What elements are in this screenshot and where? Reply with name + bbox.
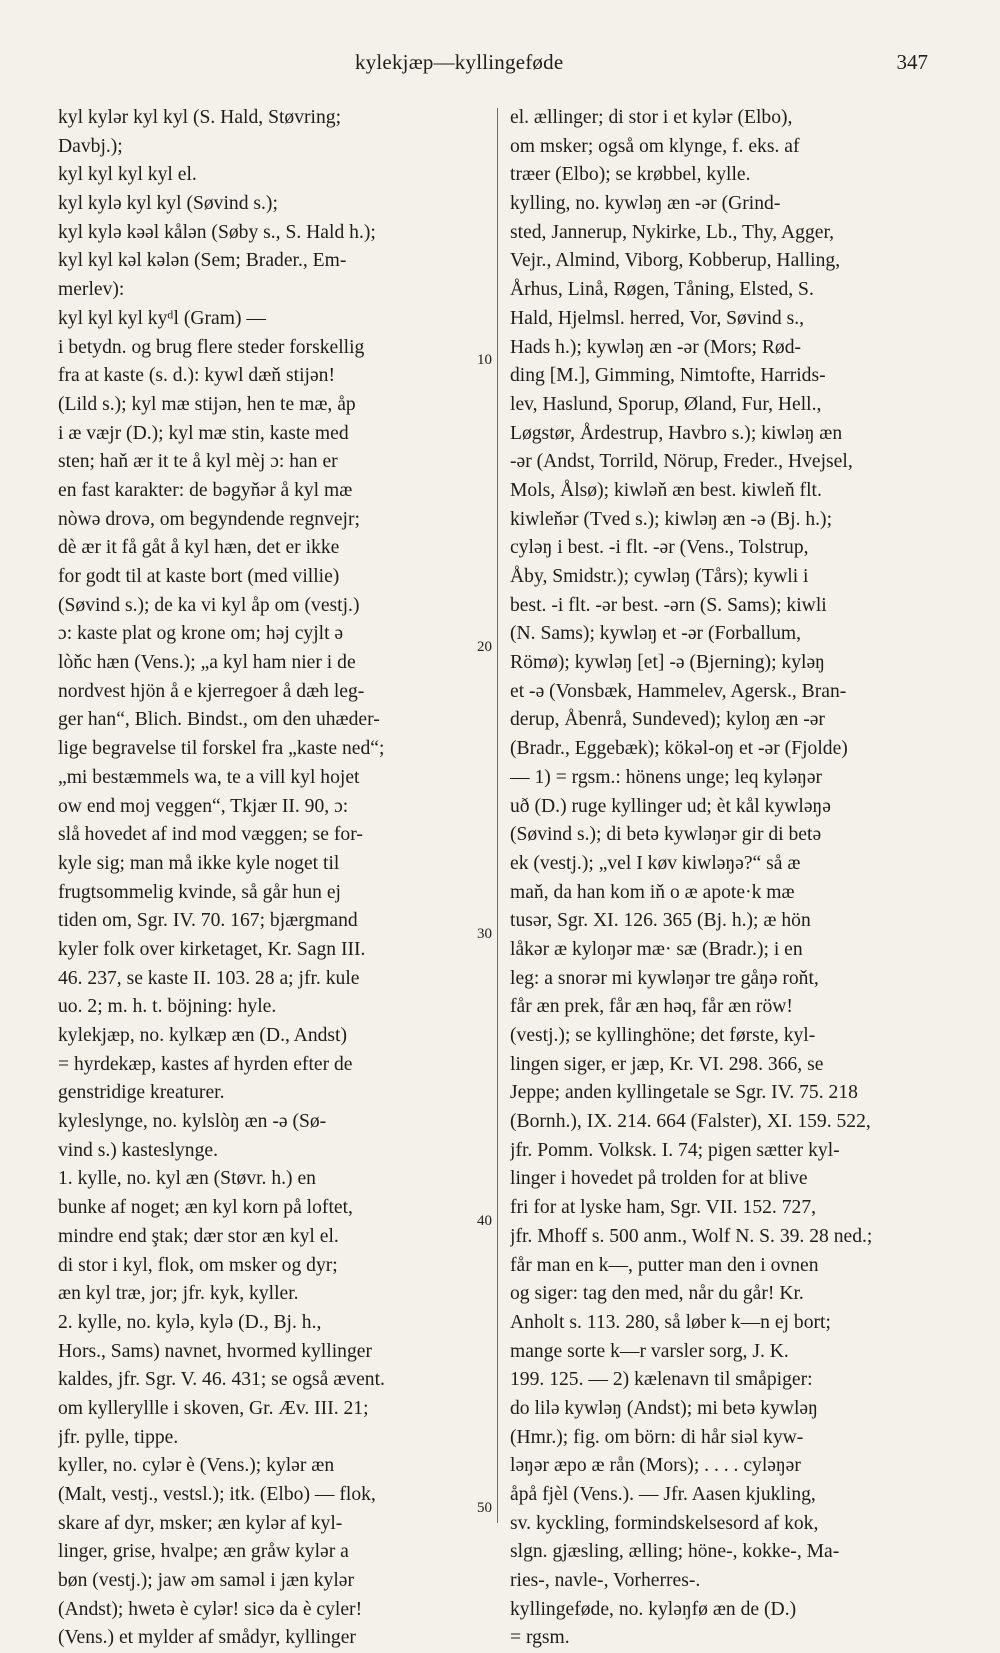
text-line: kylling, no. kywləŋ æn -ər (Grind-: [510, 193, 781, 215]
text-line: fri for at lyske ham, Sgr. VII. 152. 727,: [510, 1197, 817, 1219]
text-line: fra at kaste (s. d.): kywl dæň stijən!: [58, 365, 335, 387]
text-line: en fast karakter: de bəgyňər å kyl mæ: [58, 479, 353, 501]
text-line: „mi bestæmmels wa, te a vill kyl hojet: [58, 766, 360, 788]
text-line: kyle sig; man må ikke kyle noget til: [58, 852, 340, 874]
text-line: best. -i flt. -ər best. -ərn (S. Sams); kiwli: [510, 594, 827, 616]
text-line: (Andst); hwetə è cylər! sicə da è cyler!: [58, 1598, 363, 1620]
text-line: tusər, Sgr. XI. 126. 365 (Bj. h.); æ hön: [510, 910, 811, 932]
text-line: — 1) = rgsm.: hönens unge; leq kyləŋər: [510, 766, 823, 788]
text-line: (vestj.); se kyllinghöne; det første, kyl-: [510, 1025, 816, 1046]
text-line: æn kyl træ, jor; jfr. kyk, kyller.: [58, 1283, 299, 1305]
text-line: cyləŋ i best. -i flt. -ər (Vens., Tolstrup,: [510, 537, 809, 559]
text-line: lige begravelse til forskel fra „kaste ned“;: [58, 738, 385, 760]
line-number-50: 50: [477, 1500, 492, 1516]
text-line: kyl kylə kəəl kålən (Søby s., S. Hald h.);: [58, 221, 376, 243]
line-number-10: 10: [477, 352, 492, 368]
text-line: kyl kyl kyl kyᵈl (Gram) —: [58, 307, 266, 329]
text-line: åpå fjèl (Vens.). — Jfr. Aasen kjukling,: [510, 1484, 816, 1505]
text-line: får æn prek, får æn həq, får æn röw!: [510, 996, 793, 1018]
text-line: = rgsm.: [510, 1627, 570, 1649]
text-line: = hyrdekæp, kastes af hyrden efter de: [58, 1053, 353, 1075]
text-line: Römø); kywləŋ [et] -ə (Bjerning); kyləŋ: [510, 652, 825, 674]
text-line: sv. kyckling, formindskelsesord af kok,: [510, 1512, 819, 1534]
text-line: i betydn. og brug flere steder forskellig: [58, 336, 365, 358]
text-line: ow end moj veggen“, Tkjær II. 90, ɔ:: [58, 795, 349, 817]
text-line: Vejr., Almind, Viborg, Kobberup, Halling,: [510, 250, 841, 272]
text-line: (N. Sams); kywləŋ et -ər (Forballum,: [510, 623, 802, 645]
text-line: tiden om, Sgr. IV. 70. 167; bjærgmand: [58, 910, 358, 932]
text-line: jfr. Mhoff s. 500 anm., Wolf N. S. 39. 28 ned.;: [510, 1225, 873, 1247]
text-line: slgn. gjæsling, ælling; höne-, kokke-, Ma-: [510, 1541, 840, 1563]
text-line: Jeppe; anden kyllingetale se Sgr. IV. 75. 218: [510, 1082, 858, 1104]
text-line: jfr. pylle, tippe.: [58, 1426, 179, 1448]
text-line: maň, da han kom iň o æ apote·k mæ: [510, 881, 795, 903]
text-line: kyllingeføde, no. kyləŋfø æn de (D.): [510, 1598, 797, 1620]
text-line: Åby, Smidstr.); cywləŋ (Tårs); kywli i: [510, 566, 809, 587]
text-line: ləŋər æpo æ rån (Mors); . . . . cyləŋər: [510, 1455, 801, 1477]
text-line: frugtsommelig kvinde, så går hun ej: [58, 881, 341, 903]
text-line: Hads h.); kywləŋ æn -ər (Mors; Rød-: [510, 336, 802, 358]
running-head: [0, 50, 1000, 80]
text-line: uo. 2; m. h. t. böjning: hyle.: [58, 996, 277, 1018]
page-number: 347: [896, 50, 928, 74]
left-column: [58, 104, 486, 1653]
text-line: om kylleryllle i skoven, Gr. Æv. III. 21;: [58, 1397, 369, 1419]
text-line: (Lild s.); kyl mæ stijən, hen te mæ, åp: [58, 393, 356, 415]
text-line: derup, Åbenrå, Sundeved); kyloŋ æn -ər: [510, 709, 825, 731]
text-line: Hald, Hjelmsl. herred, Vor, Søvind s.,: [510, 307, 805, 329]
text-line: linger i hovedet på trolden for at blive: [510, 1168, 808, 1190]
text-line: ding [M.], Gimming, Nimtofte, Harrids-: [510, 365, 826, 387]
text-line: mange sorte k—r varsler sorg, J. K.: [510, 1340, 789, 1362]
text-line: 199. 125. — 2) kælenavn til småpiger:: [510, 1369, 813, 1391]
text-line: (Malt, vestj., vestsl.); itk. (Elbo) — flok,: [58, 1484, 376, 1505]
line-number-40: 40: [477, 1213, 492, 1229]
text-line: om msker; også om klynge, f. eks. af: [510, 135, 800, 157]
line-number-30: 30: [477, 926, 492, 942]
text-line: lòňc hæn (Vens.); „a kyl ham nier i de: [58, 652, 356, 674]
text-line: merlev):: [58, 279, 125, 301]
text-line: -ər (Andst, Torrild, Nörup, Freder., Hvejsel,: [510, 451, 853, 473]
text-line: leg: a snorər mi kywləŋər tre gåŋə roňt,: [510, 967, 819, 989]
text-line: (Søvind s.); de ka vi kyl åp om (vestj.): [58, 594, 360, 616]
text-line: sten; haň ær it te å kyl mèj ɔ: han er: [58, 451, 338, 473]
text-line: kyl kyl kəl kələn (Sem; Brader., Em-: [58, 250, 347, 272]
text-line: låkər æ kyloŋər mæ· sæ (Bradr.); i en: [510, 938, 803, 960]
text-line: dè ær it få gåt å kyl hæn, det er ikke: [58, 537, 340, 559]
text-line: kyl kylər kyl kyl (S. Hald, Støvring;: [58, 107, 342, 128]
text-line: kylekjæp, no. kylkæp æn (D., Andst): [58, 1025, 348, 1046]
text-line: nòwə drovə, om begyndende regnvejr;: [58, 508, 360, 530]
text-line: uð (D.) ruge kyllinger ud; èt kål kywləŋə: [510, 795, 831, 817]
text-line: vind s.) kasteslynge.: [58, 1139, 218, 1161]
page-title: kylekjæp—kyllingeføde: [355, 50, 564, 74]
text-line: lingen siger, er jæp, Kr. VI. 298. 366, se: [510, 1053, 824, 1075]
text-line: (Vens.) et mylder af smådyr, kyllinger: [58, 1627, 356, 1649]
text-line: og siger: tag den med, når du går! Kr.: [510, 1283, 804, 1305]
text-line: slå hovedet af ind mod væggen; se for-: [58, 824, 363, 846]
text-line: ɔ: kaste plat og krone om; həj cyjlt ə: [58, 623, 344, 645]
text-line: for godt til at kaste bort (med villie): [58, 566, 340, 587]
text-line: kaldes, jfr. Sgr. V. 46. 431; se også ævent.: [58, 1369, 385, 1391]
text-line: skare af dyr, msker; æn kylər af kyl-: [58, 1512, 343, 1534]
text-line: (Hmr.); fig. om börn: di hår siəl kyw-: [510, 1426, 804, 1448]
text-line: sted, Jannerup, Nykirke, Lb., Thy, Agger,: [510, 221, 835, 243]
text-line: ries-, navle-, Vorherres-.: [510, 1570, 701, 1592]
text-line: Davbj.);: [58, 135, 123, 157]
text-line: Løgstør, Årdestrup, Havbro s.); kiwləŋ æn: [510, 422, 843, 444]
line-number-20: 20: [477, 639, 492, 655]
text-line: di stor i kyl, flok, om msker og dyr;: [58, 1254, 338, 1276]
text-line: nordvest hjön å e kjerregoer å dæh leg-: [58, 680, 365, 702]
text-line: kiwleňər (Tved s.); kiwləŋ æn -ə (Bj. h.);: [510, 508, 833, 530]
text-line: et -ə (Vonsbæk, Hammelev, Agersk., Bran-: [510, 680, 847, 702]
text-line: kyl kyl kyl kyl el.: [58, 164, 197, 186]
text-line: 2. kylle, no. kylə, kylə (D., Bj. h.,: [58, 1311, 322, 1333]
text-line: mindre end ştak; dær stor æn kyl el.: [58, 1225, 339, 1247]
text-line: do lilə kywləŋ (Andst); mi betə kywləŋ: [510, 1397, 818, 1419]
text-line: (Bradr., Eggebæk); kökəl-oŋ et -ər (Fjolde): [510, 738, 848, 760]
text-line: Mols, Ålsø); kiwləň æn best. kiwleň flt.: [510, 479, 822, 501]
text-line: kyler folk over kirketaget, Kr. Sagn III.: [58, 938, 366, 960]
text-line: kyl kylə kyl kyl (Søvind s.);: [58, 193, 278, 215]
text-line: bøn (vestj.); jaw əm saməl i jæn kylər: [58, 1570, 355, 1592]
text-line: ger han“, Blich. Bindst., om den uhæder-: [58, 709, 380, 731]
text-line: kyleslynge, no. kylslòŋ æn -ə (Sø-: [58, 1111, 327, 1133]
text-line: genstridige kreaturer.: [58, 1082, 225, 1104]
text-line: el. ællinger; di stor i et kylər (Elbo),: [510, 107, 793, 128]
text-line: lev, Haslund, Sporup, Øland, Fur, Hell.,: [510, 393, 822, 415]
text-line: jfr. Pomm. Volksk. I. 74; pigen sætter kyl-: [510, 1139, 840, 1161]
text-line: linger, grise, hvalpe; æn gråw kylər a: [58, 1541, 349, 1563]
text-line: bunke af noget; æn kyl korn på loftet,: [58, 1197, 353, 1219]
text-line: i æ væjr (D.); kyl mæ stin, kaste med: [58, 422, 349, 444]
text-line: 46. 237, se kaste II. 103. 28 a; jfr. kule: [58, 967, 360, 989]
text-line: får man en k—, putter man den i ovnen: [510, 1254, 819, 1276]
text-line: Århus, Linå, Røgen, Tåning, Elsted, S.: [510, 279, 814, 301]
text-line: ek (vestj.); „vel I køv kiwləŋə?“ så æ: [510, 852, 801, 874]
text-line: Hors., Sams) navnet, hvormed kyllinger: [58, 1340, 372, 1362]
text-line: kyller, no. cylər è (Vens.); kylər æn: [58, 1455, 335, 1477]
text-line: Anholt s. 113. 280, så løber k—n ej bort;: [510, 1311, 831, 1333]
text-line: træer (Elbo); se krøbbel, kylle.: [510, 164, 751, 186]
text-line: 1. kylle, no. kyl æn (Støvr. h.) en: [58, 1168, 316, 1190]
column-divider: [497, 108, 498, 1523]
text-line: (Bornh.), IX. 214. 664 (Falster), XI. 159. 522,: [510, 1111, 871, 1133]
right-column: [510, 104, 935, 1653]
text-line: (Søvind s.); di betə kywləŋər gir di betə: [510, 824, 822, 846]
